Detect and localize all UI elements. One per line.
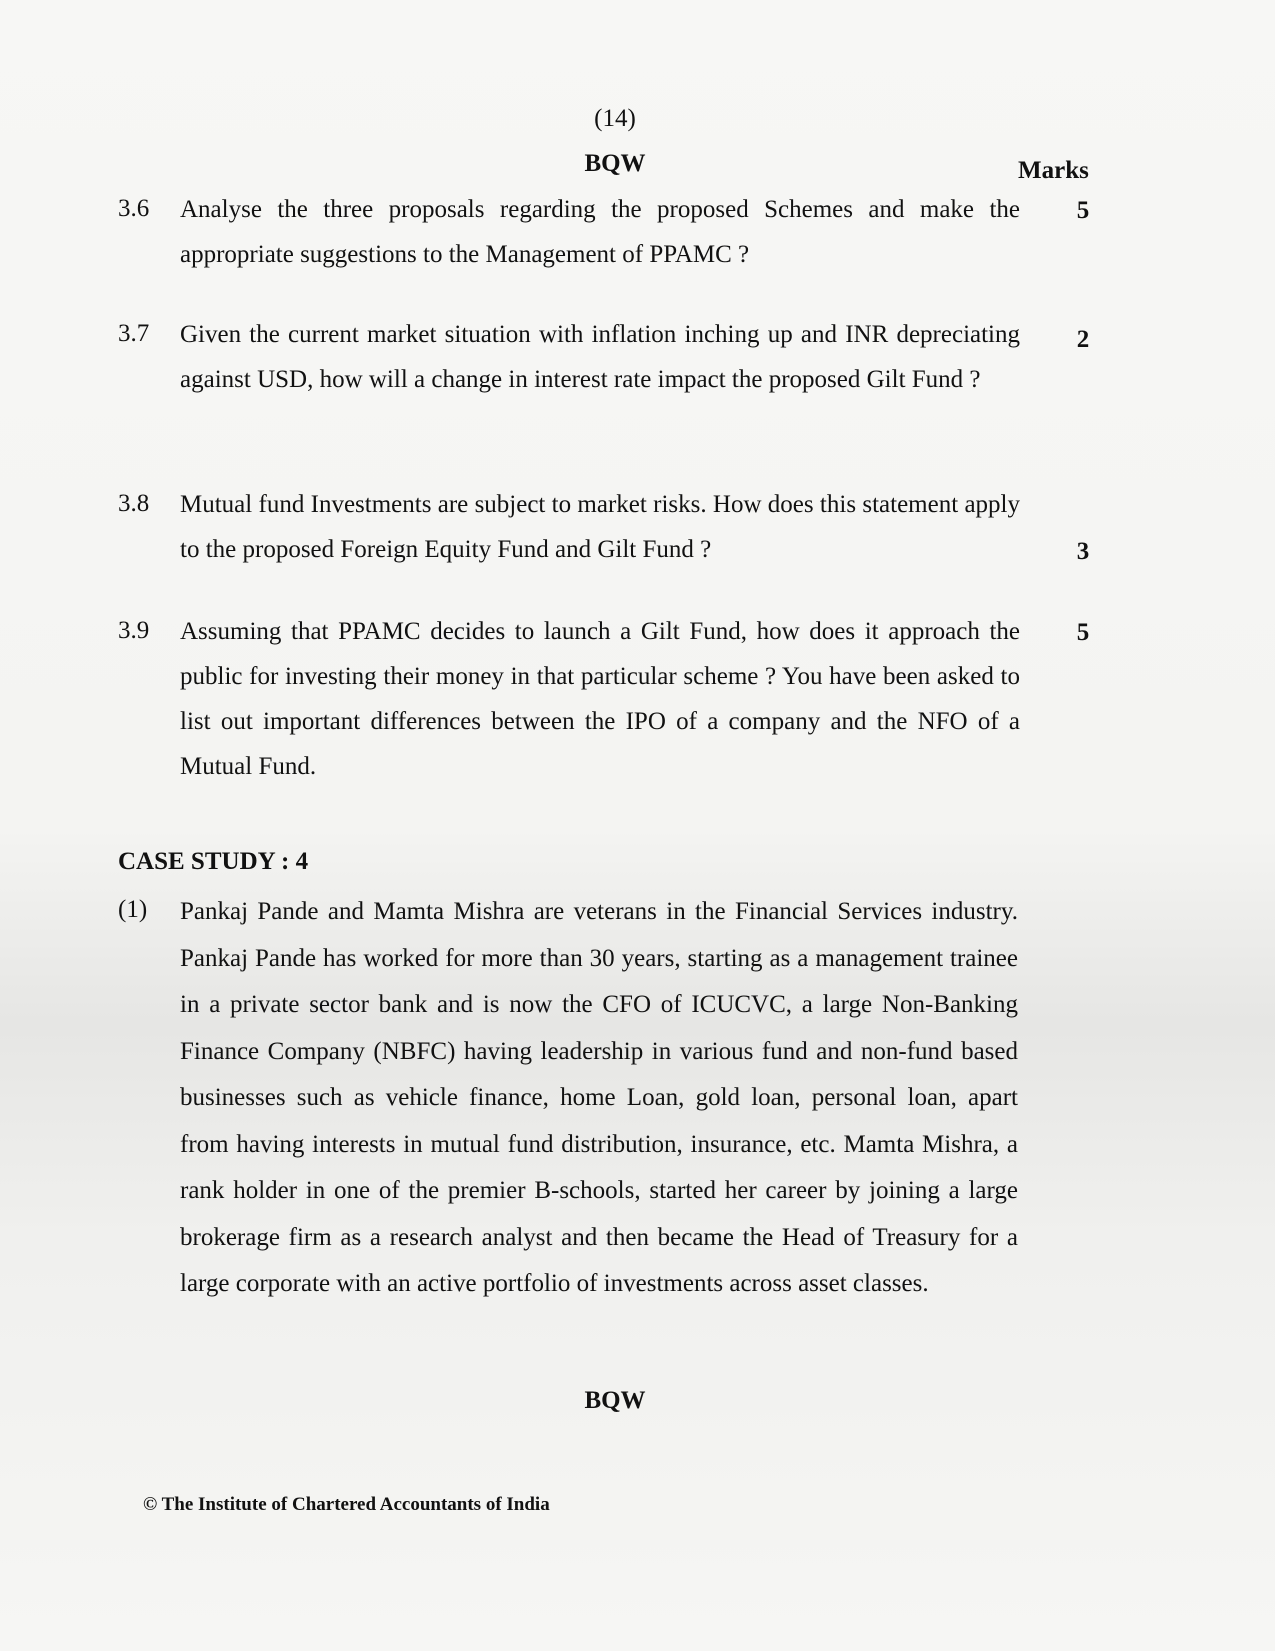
- page-number: (14): [594, 105, 636, 132]
- case-paragraph-number: (1): [118, 896, 148, 923]
- question-marks: 5: [1076, 197, 1090, 224]
- marks-column-heading: Marks: [1018, 157, 1089, 184]
- question-text: Given the current market situation with inflation inching up and INR depreciating against USD, how will a change in interest rate impact the proposed Gilt Fund ?: [180, 321, 1020, 393]
- paper-code-header: BQW: [584, 150, 646, 177]
- question-marks: 5: [1076, 619, 1090, 646]
- question-text: Analyse the three proposals regarding the proposed Schemes and make the appropriate suggestions to the Management of PPAMC ?: [180, 196, 1020, 268]
- paper-code-footer: BQW: [584, 1387, 646, 1414]
- question-text: Assuming that PPAMC decides to launch a Gilt Fund, how does it approach the public for investing their money in that particular scheme ? You have been asked to list out important differences between the IPO of a company and the NFO of a Mutual Fund.: [180, 618, 1020, 780]
- case-study-heading: CASE STUDY : 4: [118, 848, 309, 875]
- question-number: 3.7: [118, 320, 150, 347]
- question-text: Mutual fund Investments are subject to market risks. How does this statement apply to the proposed Foreign Equity Fund and Gilt Fund ?: [180, 491, 1020, 563]
- question-number: 3.9: [118, 617, 150, 644]
- copyright-notice: © The Institute of Chartered Accountants of India: [143, 1494, 550, 1515]
- question-number: 3.8: [118, 490, 150, 517]
- question-marks: 2: [1076, 326, 1090, 353]
- question-marks: 3: [1076, 538, 1090, 565]
- question-number: 3.6: [118, 195, 150, 222]
- case-paragraph-text: Pankaj Pande and Mamta Mishra are veterans in the Financial Services industry. Pankaj Pande has worked for more than 30 years, starting as a management trainee in a private sector bank and is now the CFO of ICUCVC, a large Non-Banking Finance Company (NBFC) having leadership in various fund and non-fund based businesses such as vehicle finance, home Loan, gold loan, personal loan, apart from having interests in mutual fund distribution, insurance, etc. Mamta Mishra, a rank holder in one of the premier B-schools, started her career by joining a large brokerage firm as a research analyst and then became the Head of Treasury for a large corporate with an active portfolio of investments across asset classes.: [180, 898, 1018, 1297]
